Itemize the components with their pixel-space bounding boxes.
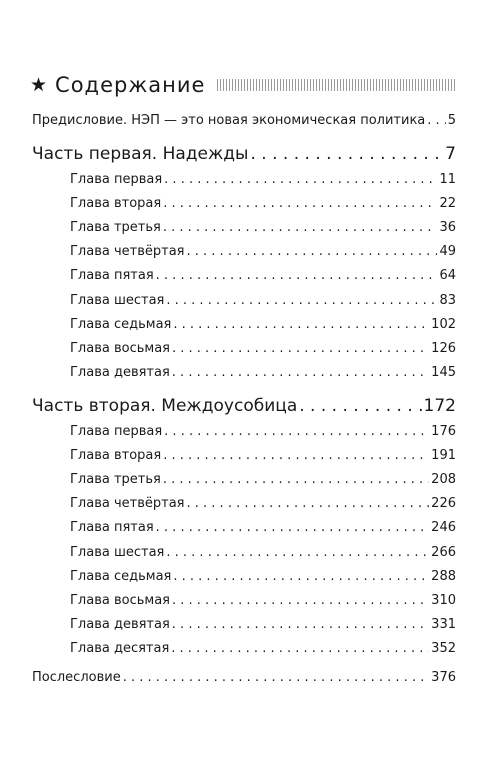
toc-entry-preface[interactable] [32,113,456,128]
entry-page: 7 [445,144,456,164]
entry-page: 36 [439,220,456,235]
entry-page: 5 [447,113,456,128]
toc-entry-chapter[interactable] [70,365,456,380]
dot-leader [173,569,429,584]
dot-leader [156,268,438,283]
header-rule [217,79,455,91]
entry-title: Глава вторая [70,448,162,463]
toc-entry-chapter[interactable] [70,317,456,332]
entry-title: Глава третья [70,472,161,487]
entry-title: Глава первая [70,424,163,439]
dot-leader [171,641,429,656]
entry-title: Глава шестая [70,293,165,308]
dot-leader [164,424,429,439]
dot-leader [173,317,429,332]
dot-leader [187,496,430,511]
star-icon: ★ [30,73,48,96]
toc-entry-chapter[interactable] [70,268,456,283]
dot-leader [250,144,443,164]
entry-page: 191 [431,448,456,463]
entry-page: 83 [439,293,456,308]
entry-title: Часть вторая. Междоусобица [32,396,298,416]
entry-page: 172 [423,396,456,416]
entry-title: Часть первая. Надежды [32,144,249,164]
dot-leader [156,520,430,535]
toc-entry-chapter[interactable] [70,593,456,608]
entry-page: 49 [439,244,456,259]
entry-page: 22 [439,196,456,211]
entry-page: 266 [431,545,456,560]
toc-entry-part-1[interactable] [32,144,456,164]
dot-leader [163,448,429,463]
entry-title: Глава седьмая [70,569,172,584]
dot-leader [166,293,437,308]
entry-title: Глава десятая [70,641,170,656]
dot-leader [163,220,438,235]
entry-title: Глава девятая [70,617,170,632]
entry-title: Предисловие. НЭП — это новая экономическая политика [32,113,426,128]
toc-entry-part-2[interactable] [32,396,456,416]
entry-page: 352 [431,641,456,656]
entry-page: 11 [439,172,456,187]
toc-entry-chapter[interactable] [70,641,456,656]
toc-entry-chapter[interactable] [70,472,456,487]
entry-title: Глава восьмая [70,341,170,356]
toc-entry-afterword[interactable] [32,670,456,685]
toc-entry-chapter[interactable] [70,448,456,463]
entry-title: Глава первая [70,172,163,187]
entry-page: 246 [431,520,456,535]
dot-leader [166,545,429,560]
toc-entry-chapter[interactable] [70,172,456,187]
toc-entry-chapter[interactable] [70,520,456,535]
entry-title: Глава девятая [70,365,170,380]
entry-page: 310 [431,593,456,608]
entry-title: Глава восьмая [70,593,170,608]
toc-entry-chapter[interactable] [70,617,456,632]
entry-page: 376 [431,670,456,685]
entry-page: 126 [431,341,456,356]
entry-page: 64 [439,268,456,283]
dot-leader [187,244,438,259]
entry-page: 331 [431,617,456,632]
entry-title: Глава пятая [70,520,154,535]
entry-page: 145 [431,365,456,380]
entry-title: Глава вторая [70,196,162,211]
entry-title: Глава пятая [70,268,154,283]
entry-title: Глава шестая [70,545,165,560]
entry-title: Глава третья [70,220,161,235]
toc-entry-chapter[interactable] [70,569,456,584]
entry-page: 176 [431,424,456,439]
toc-entry-chapter[interactable] [70,220,456,235]
dot-leader [163,196,437,211]
toc-entry-chapter[interactable] [70,545,456,560]
dot-leader [172,341,429,356]
toc-entry-chapter[interactable] [70,496,456,511]
entry-page: 226 [431,496,456,511]
entry-title: Глава седьмая [70,317,172,332]
entry-title: Послесловие [32,670,121,685]
dot-leader [172,593,429,608]
toc-header [30,70,455,100]
toc-entry-chapter[interactable] [70,244,456,259]
dot-leader [299,396,421,416]
entry-title: Глава четвёртая [70,244,185,259]
dot-leader [164,172,437,187]
toc-title: Содержание [55,73,206,97]
entry-page: 102 [431,317,456,332]
toc-entry-chapter[interactable] [70,341,456,356]
entry-title: Глава четвёртая [70,496,185,511]
entry-page: 208 [431,472,456,487]
dot-leader [163,472,429,487]
dot-leader [123,670,429,685]
dot-leader [427,113,445,128]
toc-entry-chapter[interactable] [70,196,456,211]
toc-entry-chapter[interactable] [70,293,456,308]
dot-leader [172,617,429,632]
toc-entry-chapter[interactable] [70,424,456,439]
entry-page: 288 [431,569,456,584]
dot-leader [172,365,429,380]
